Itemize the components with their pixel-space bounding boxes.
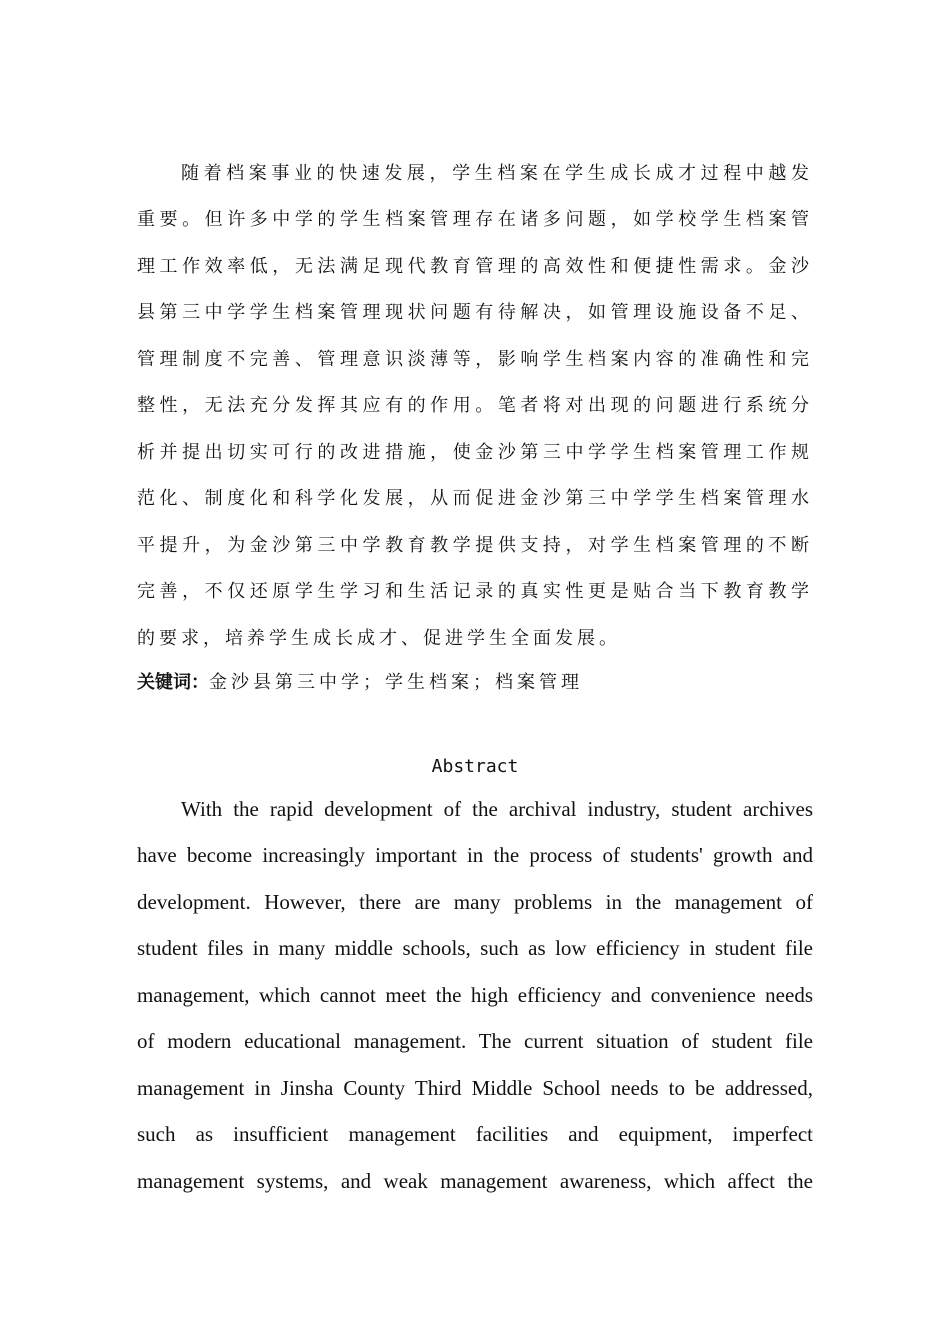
paragraph-line: management in Jinsha County Third Middle School needs to be addressed, [137, 1076, 813, 1100]
paragraph-line: 随着档案事业的快速发展，学生档案在学生成长成才过程中越发 [181, 163, 813, 184]
paragraph-line: student files in many middle schools, such as low efficiency in student file [137, 936, 813, 960]
keywords-value: 金沙县第三中学；学生档案；档案管理 [209, 672, 583, 693]
paragraph-line: development. However, there are many problems in the management of [137, 890, 813, 914]
paragraph-line: 整性，无法充分发挥其应有的作用。笔者将对出现的问题进行系统分 [137, 395, 813, 416]
paragraph-line: management systems, and weak management awareness, which affect the [137, 1169, 813, 1193]
paragraph-line: 完善，不仅还原学生学习和生活记录的真实性更是贴合当下教育教学 [137, 581, 813, 602]
paragraph-line: of modern educational management. The current situation of student file [137, 1029, 813, 1053]
paragraph-line: 的要求，培养学生成长成才、促进学生全面发展。 [137, 628, 621, 649]
paragraph-line: 县第三中学学生档案管理现状问题有待解决，如管理设施设备不足、 [137, 302, 813, 323]
paragraph-line: With the rapid development of the archival industry, student archives [181, 797, 813, 821]
keywords-label: 关键词： [137, 672, 209, 693]
paragraph-line: 重要。但许多中学的学生档案管理存在诸多问题，如学校学生档案管 [137, 209, 813, 230]
paragraph-line: 理工作效率低，无法满足现代教育管理的高效性和便捷性需求。金沙 [137, 256, 813, 277]
paragraph-line: 析并提出切实可行的改进措施，使金沙第三中学学生档案管理工作规 [137, 442, 813, 463]
paragraph-line: 平提升，为金沙第三中学教育教学提供支持，对学生档案管理的不断 [137, 535, 813, 556]
abstract-title: Abstract [431, 756, 519, 777]
paragraph-line: have become increasingly important in the process of students' growth and [137, 843, 813, 867]
paragraph-line: 管理制度不完善、管理意识淡薄等，影响学生档案内容的准确性和完 [137, 349, 813, 370]
paragraph-line: 范化、制度化和科学化发展，从而促进金沙第三中学学生档案管理水 [137, 488, 813, 509]
keywords [137, 669, 583, 697]
paragraph-line: management, which cannot meet the high efficiency and convenience needs [137, 983, 813, 1007]
paragraph-line: such as insufficient management facilities and equipment, imperfect [137, 1122, 813, 1146]
